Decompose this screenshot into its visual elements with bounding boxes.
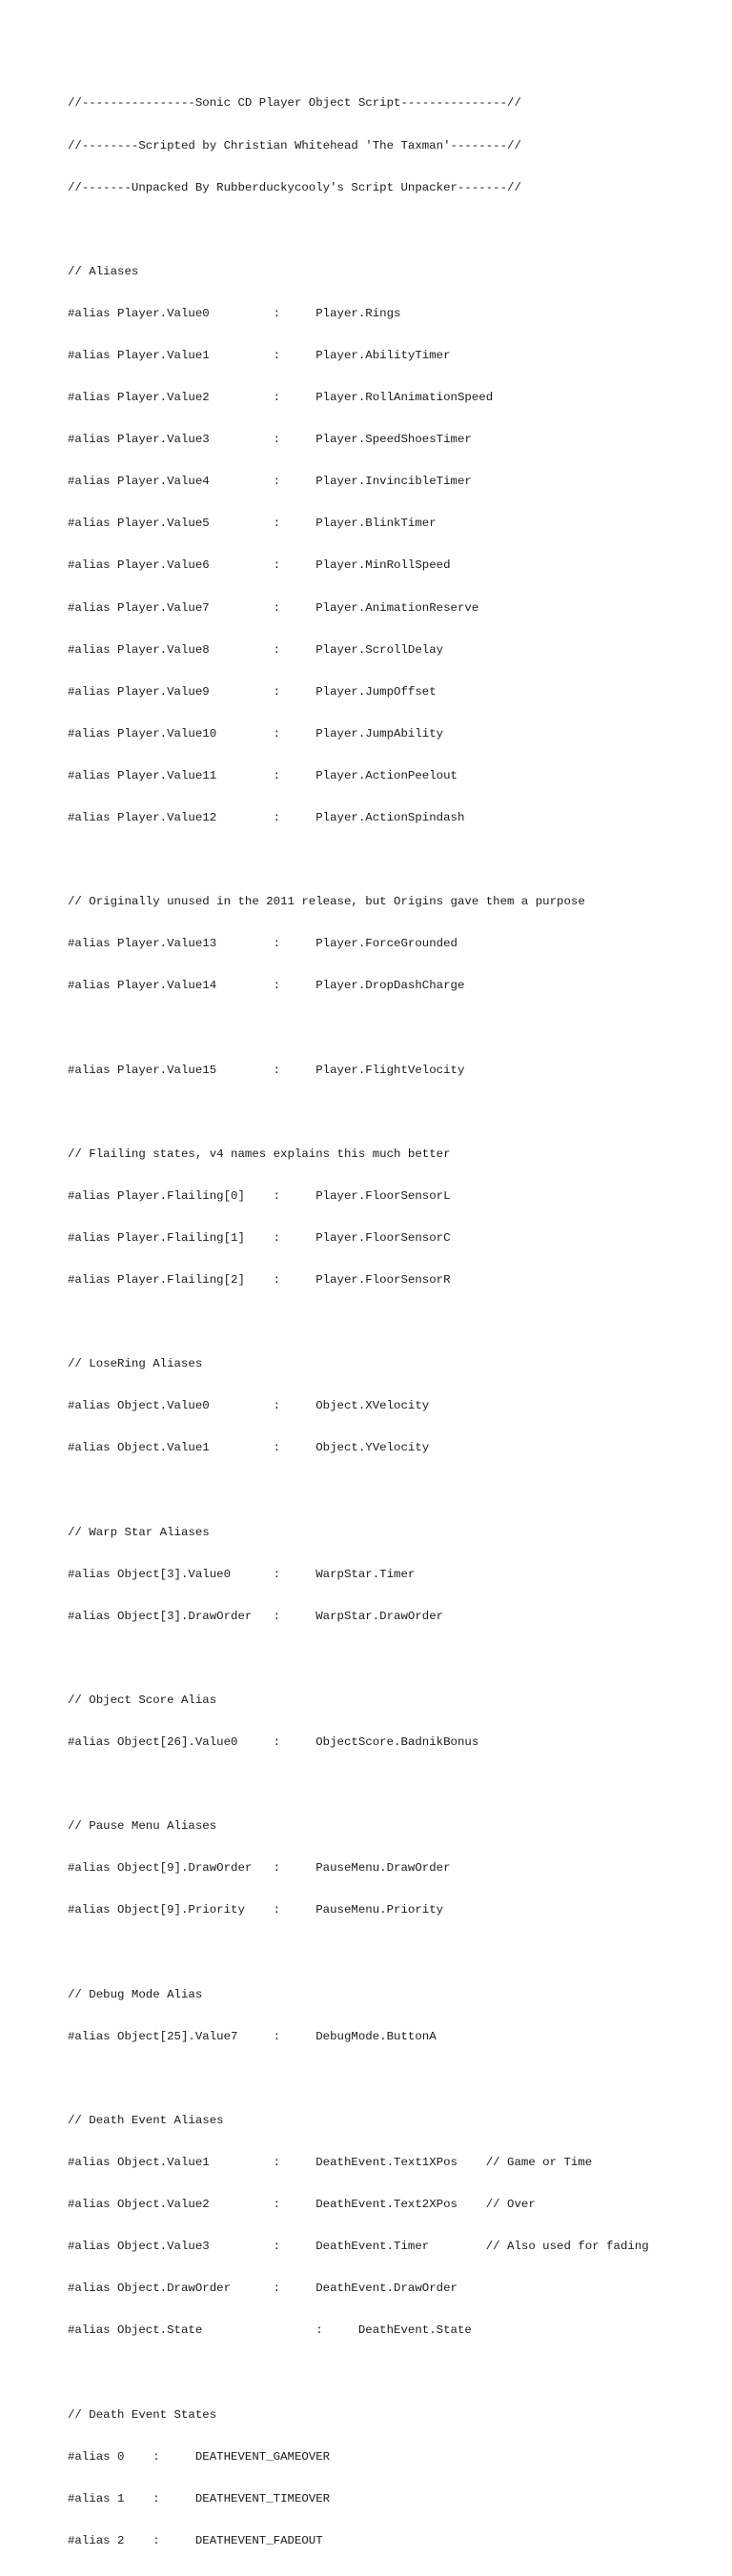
header-line: //-------Unpacked By Rubberduckycooly's Script Unpacker-------// [68, 180, 521, 194]
alias-line: #alias Object.Value3 : DeathEvent.Timer // Also used for fading [68, 2240, 649, 2254]
comment-line: // LoseRing Aliases [68, 1357, 203, 1371]
alias-line: #alias Object[25].Value7 : DebugMode.ButtonA [68, 2029, 437, 2043]
alias-line: #alias Object.Value1 : DeathEvent.Text1XPos // Game or Time [68, 2156, 593, 2169]
blank-line [68, 1652, 649, 1666]
alias-line: #alias Object.State : DeathEvent.State [68, 2323, 472, 2338]
blank-line [68, 853, 649, 867]
alias-line: #alias Player.Value2 : Player.RollAnimationSpeed [68, 391, 494, 405]
comment-line: // Death Event States [68, 2407, 217, 2422]
alias-line: #alias Player.Flailing[2] : Player.FloorSensorR [68, 1273, 451, 1288]
alias-line: #alias Object.Value0 : Object.XVelocity [68, 1399, 430, 1413]
alias-line: #alias 1 : DEATHEVENT_TIMEOVER [68, 2491, 331, 2505]
alias-line: #alias Object[3].Value0 : WarpStar.Timer [68, 1567, 416, 1581]
alias-line: #alias Player.Value1 : Player.AbilityTimer [68, 348, 451, 362]
alias-line: #alias Object[26].Value0 : ObjectScore.BadnikBonus [68, 1735, 479, 1750]
alias-line: #alias Object[3].DrawOrder : WarpStar.DrawOrder [68, 1609, 444, 1623]
comment-line: // Death Event Aliases [68, 2113, 224, 2127]
alias-line: #alias Player.Value14 : Player.DropDashCharge [68, 979, 465, 993]
comment-line: // Flailing states, v4 names explains this much better [68, 1146, 451, 1161]
alias-line: #alias Player.Flailing[0] : Player.FloorSensorL [68, 1188, 451, 1203]
alias-line: #alias Object.DrawOrder : DeathEvent.DrawOrder [68, 2282, 458, 2296]
alias-line: #alias Player.Value5 : Player.BlinkTimer [68, 517, 437, 531]
alias-line: #alias Player.Value0 : Player.Rings [68, 306, 401, 320]
alias-line: #alias Object[9].DrawOrder : PauseMenu.DrawOrder [68, 1861, 451, 1876]
blank-line [68, 2072, 649, 2086]
blank-line [68, 1021, 649, 1035]
alias-line: #alias Player.Value6 : Player.MinRollSpeed [68, 558, 451, 573]
comment-line: // Originally unused in the 2011 release, but Origins gave them a purpose [68, 895, 585, 909]
alias-line: #alias Player.Value4 : Player.InvincibleTimer [68, 475, 472, 489]
blank-line [68, 2365, 649, 2380]
blank-line [68, 1777, 649, 1792]
alias-line: #alias Player.Value9 : Player.JumpOffset [68, 684, 437, 699]
blank-line [68, 1105, 649, 1120]
comment-line: // Object Score Alias [68, 1693, 217, 1707]
alias-line: #alias 0 : DEATHEVENT_GAMEOVER [68, 2449, 331, 2464]
header-line: //----------------Sonic CD Player Object Script---------------// [68, 96, 521, 111]
alias-line: #alias Player.Value8 : Player.ScrollDelay [68, 642, 444, 657]
alias-line: #alias Object.Value2 : DeathEvent.Text2XPos // Over [68, 2198, 536, 2212]
alias-line: #alias Object.Value1 : Object.YVelocity [68, 1441, 430, 1455]
alias-line: #alias Player.Value7 : Player.AnimationReserve [68, 600, 479, 615]
alias-line: #alias Player.Value15 : Player.FlightVelocity [68, 1063, 465, 1077]
alias-line: #alias Player.Flailing[1] : Player.FloorSensorC [68, 1230, 451, 1245]
alias-line: #alias 2 : DEATHEVENT_FADEOUT [68, 2533, 323, 2547]
blank-line [68, 223, 649, 237]
comment-line: // Debug Mode Alias [68, 1987, 203, 2001]
comment-line: // Aliases [68, 264, 139, 278]
alias-line: #alias Player.Value3 : Player.SpeedShoesTimer [68, 433, 472, 447]
alias-line: #alias Player.Value12 : Player.ActionSpindash [68, 811, 465, 824]
alias-line: #alias Object[9].Priority : PauseMenu.Priority [68, 1903, 444, 1917]
comment-line: // Warp Star Aliases [68, 1525, 210, 1539]
alias-line: #alias Player.Value11 : Player.ActionPeelout [68, 768, 458, 782]
blank-line [68, 1484, 649, 1498]
header-line: //--------Scripted by Christian Whitehead 'The Taxman'--------// [68, 138, 521, 152]
alias-line: #alias Player.Value13 : Player.ForceGrounded [68, 937, 458, 951]
blank-line [68, 1315, 649, 1329]
alias-line: #alias Player.Value10 : Player.JumpAbility [68, 726, 444, 740]
comment-line: // Pause Menu Aliases [68, 1819, 217, 1834]
script-text [68, 69, 649, 2576]
blank-line [68, 1946, 649, 1960]
